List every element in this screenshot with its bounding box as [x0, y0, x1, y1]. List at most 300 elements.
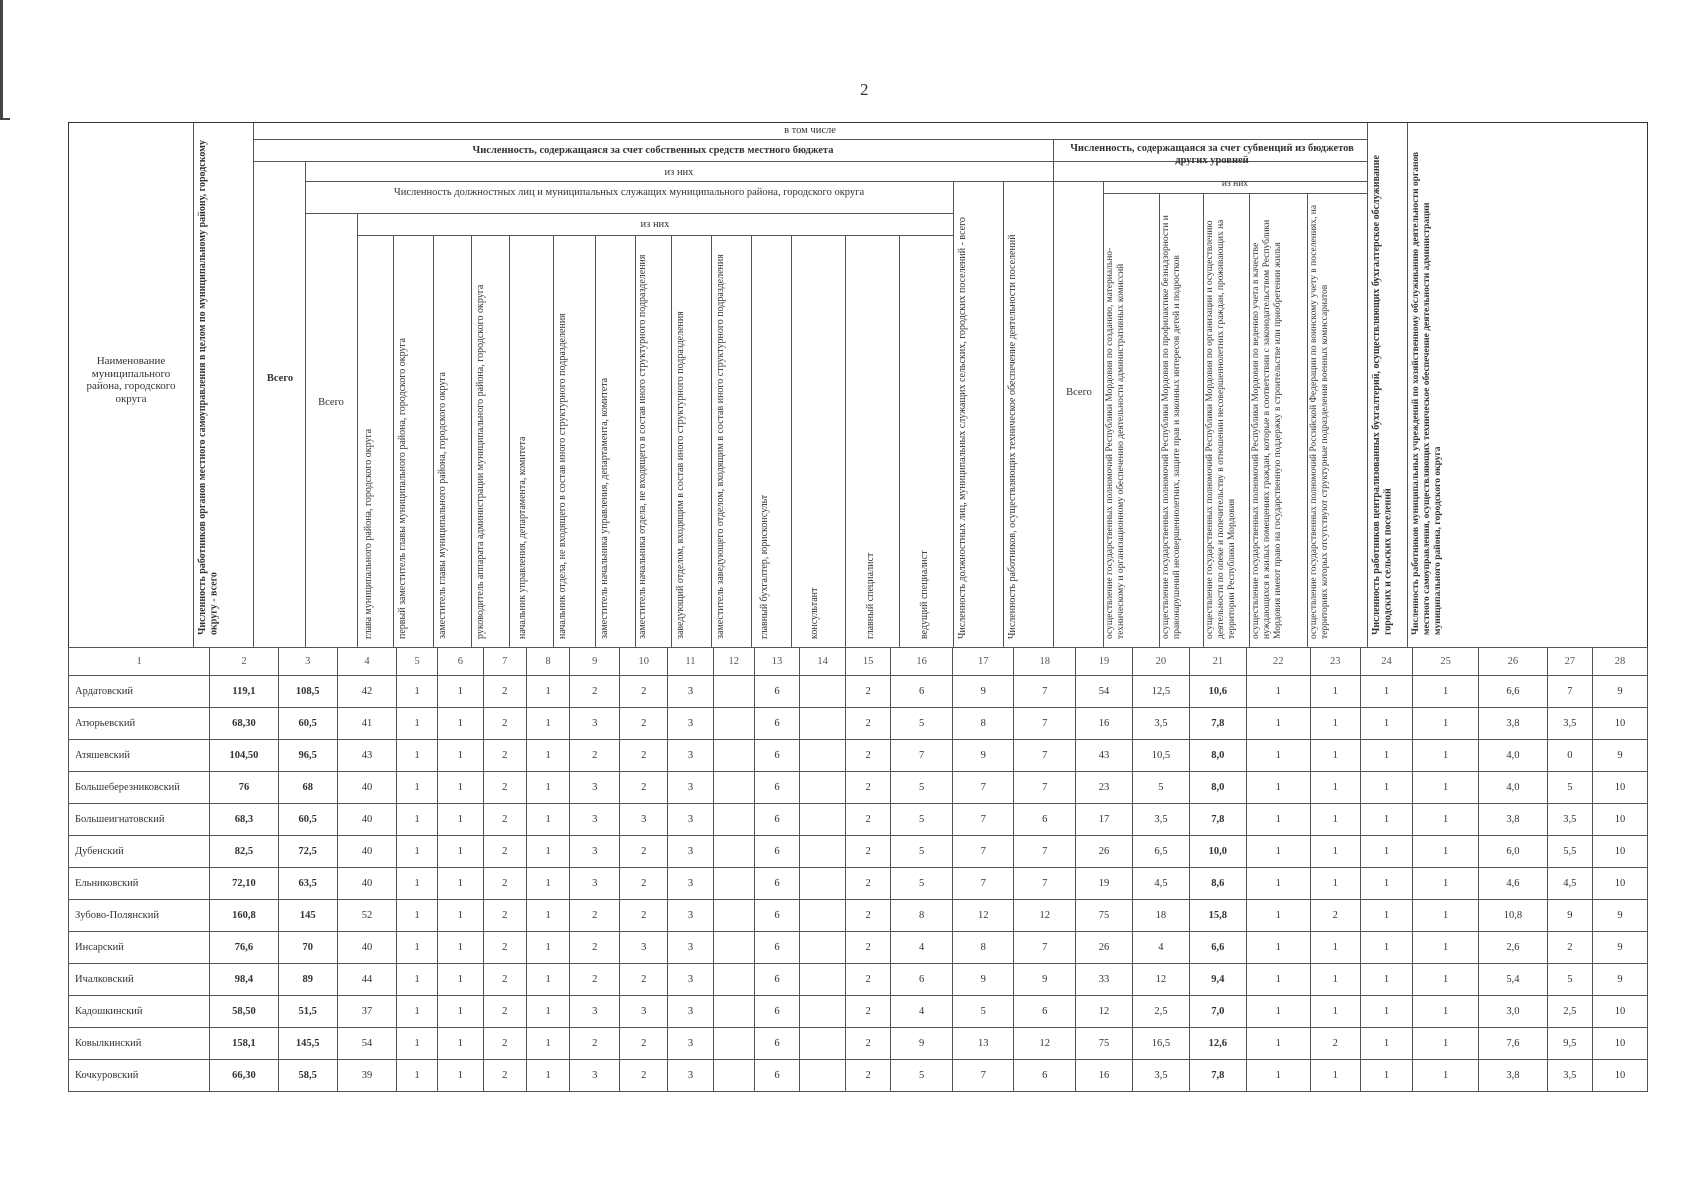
table-cell: 3: [570, 804, 620, 836]
table-cell: 1: [1360, 996, 1412, 1028]
column-number: 12: [713, 648, 754, 676]
table-row: [69, 1060, 1648, 1092]
table-cell: 145: [278, 900, 337, 932]
table-cell: 1: [526, 676, 569, 708]
table-cell: 12: [952, 900, 1014, 932]
col15-header: главный бухгалтер, юрисконсульт: [759, 494, 770, 639]
table-cell: 2: [570, 964, 620, 996]
table-cell: 4,5: [1132, 868, 1189, 900]
table-cell: 7: [891, 740, 953, 772]
district-name: Кадошкинский: [69, 996, 210, 1028]
col22-header: осуществление государственных полномочий Республики Мордовия по созданию, материально-техническому и организационному обеспечению деятельности административных комиссий: [1105, 247, 1126, 639]
table-cell: 2: [845, 804, 891, 836]
column-number: 6: [438, 648, 484, 676]
table-cell: 10: [1593, 1060, 1648, 1092]
table-cell: 8,6: [1189, 868, 1246, 900]
table-cell: 76,6: [210, 932, 278, 964]
table-cell: 6: [754, 932, 800, 964]
district-name: Дубенский: [69, 836, 210, 868]
col26-header: осуществление государственных полномочий Российской Федерации по воинскому учету в поселениях, на территориях которых отсутствуют структурные подразделения военных комиссариатов: [1309, 204, 1330, 639]
table-cell: 1: [526, 804, 569, 836]
table-cell: 1: [1360, 676, 1412, 708]
table-cell: [800, 676, 846, 708]
table-cell: 3: [668, 836, 714, 868]
table-cell: 9: [1593, 900, 1648, 932]
table-cell: 60,5: [278, 804, 337, 836]
table-cell: 6: [754, 772, 800, 804]
table-cell: 26: [1075, 836, 1132, 868]
col20-header: Численность работников, осуществляющих техническое обеспечение деятельности поселений: [1007, 234, 1018, 639]
table-cell: 7: [1014, 708, 1076, 740]
table-cell: 12: [1132, 964, 1189, 996]
table-cell: [800, 740, 846, 772]
table-cell: 16: [1075, 1060, 1132, 1092]
table-cell: 16,5: [1132, 1028, 1189, 1060]
table-cell: 4: [891, 932, 953, 964]
table-cell: 1: [438, 900, 484, 932]
column-number: 28: [1593, 648, 1648, 676]
table-cell: 2: [570, 740, 620, 772]
table-cell: 1: [1413, 1060, 1479, 1092]
scan-edge-mark: [0, 118, 10, 120]
table-cell: [713, 1028, 754, 1060]
table-cell: 7,8: [1189, 708, 1246, 740]
row-name-header: Наименование муниципального района, городского округа: [86, 355, 176, 405]
table-cell: 3: [668, 676, 714, 708]
column-number: 9: [570, 648, 620, 676]
column-number: 25: [1413, 648, 1479, 676]
scan-edge-mark: [0, 0, 3, 120]
column-number: 18: [1014, 648, 1076, 676]
page-number: 2: [860, 80, 869, 99]
table-cell: 7,8: [1189, 804, 1246, 836]
table-cell: 15,8: [1189, 900, 1246, 932]
table-cell: 5: [891, 804, 953, 836]
table-cell: 158,1: [210, 1028, 278, 1060]
table-cell: 2,5: [1132, 996, 1189, 1028]
table-cell: 145,5: [278, 1028, 337, 1060]
table-cell: 2: [620, 964, 668, 996]
table-cell: 1: [1360, 804, 1412, 836]
table-cell: 1: [397, 1060, 438, 1092]
column-number: 2: [210, 648, 278, 676]
col12-header: заместитель начальника отдела, не входящего в состав иного структурного подразделения: [637, 254, 648, 639]
table-cell: 1: [526, 740, 569, 772]
table-cell: 2: [1547, 932, 1593, 964]
table-cell: 9: [952, 964, 1014, 996]
table-cell: 51,5: [278, 996, 337, 1028]
column-number: 14: [800, 648, 846, 676]
table-cell: [713, 804, 754, 836]
col11-header: заместитель начальника управления, департамента, комитета: [599, 377, 610, 639]
table-cell: 1: [397, 804, 438, 836]
table-cell: 1: [438, 804, 484, 836]
table-cell: 1: [1246, 996, 1310, 1028]
column-number: 11: [668, 648, 714, 676]
table-cell: 1: [526, 708, 569, 740]
table-cell: 7: [1014, 932, 1076, 964]
table-cell: 72,10: [210, 868, 278, 900]
table-cell: 3: [668, 964, 714, 996]
table-cell: 4,5: [1547, 868, 1593, 900]
table-cell: 1: [438, 996, 484, 1028]
table-cell: 82,5: [210, 836, 278, 868]
table-cell: 1: [438, 1060, 484, 1092]
table-cell: 6: [754, 740, 800, 772]
table-cell: 1: [1413, 1028, 1479, 1060]
column-number: 23: [1310, 648, 1360, 676]
table-cell: 6: [1014, 804, 1076, 836]
col10-header: начальник отдела, не входящего в состав иного структурного подразделения: [557, 313, 568, 639]
column-number: 26: [1479, 648, 1547, 676]
table-cell: 10,6: [1189, 676, 1246, 708]
table-cell: 1: [1413, 772, 1479, 804]
column-number: 20: [1132, 648, 1189, 676]
table-cell: 1: [1360, 868, 1412, 900]
officials-group-header: Численность должностных лиц и муниципальных служащих муниципального района, городского округа: [393, 187, 865, 198]
table-cell: 9: [1593, 740, 1648, 772]
table-cell: 2: [483, 836, 526, 868]
column-number: 24: [1360, 648, 1412, 676]
table-cell: 2: [845, 996, 891, 1028]
table-cell: 2: [620, 868, 668, 900]
table-cell: 1: [1310, 932, 1360, 964]
table-cell: 3: [668, 932, 714, 964]
table-cell: 23: [1075, 772, 1132, 804]
table-row: [69, 996, 1648, 1028]
table-cell: 54: [337, 1028, 396, 1060]
table-cell: 2: [483, 708, 526, 740]
table-cell: 1: [1413, 964, 1479, 996]
column-number: 21: [1189, 648, 1246, 676]
table-cell: 3: [620, 996, 668, 1028]
table-cell: 1: [526, 1060, 569, 1092]
table-cell: 3: [570, 836, 620, 868]
table-cell: 2: [483, 676, 526, 708]
table-cell: 3: [620, 804, 668, 836]
table-cell: 2: [845, 836, 891, 868]
column-number: 5: [397, 648, 438, 676]
table-cell: 2: [483, 964, 526, 996]
table-cell: 1: [526, 932, 569, 964]
table-cell: 8: [891, 900, 953, 932]
table-cell: 18: [1132, 900, 1189, 932]
table-cell: 119,1: [210, 676, 278, 708]
table-cell: 8: [952, 708, 1014, 740]
table-cell: 12,6: [1189, 1028, 1246, 1060]
table-cell: 10,0: [1189, 836, 1246, 868]
table-cell: 10: [1593, 1028, 1648, 1060]
table-cell: 2: [570, 932, 620, 964]
col17-header: главный специалист: [865, 552, 876, 639]
table-cell: 10: [1593, 996, 1648, 1028]
table-cell: 63,5: [278, 868, 337, 900]
col13-header: заведующий отделом, входящим в состав иного структурного подразделения: [675, 311, 686, 639]
table-cell: 6: [1014, 1060, 1076, 1092]
table-cell: 1: [1413, 900, 1479, 932]
col18-header: ведущий специалист: [919, 550, 930, 639]
table-cell: 8: [952, 932, 1014, 964]
table-cell: [800, 1028, 846, 1060]
table-cell: 3: [668, 1060, 714, 1092]
table-cell: 6: [891, 964, 953, 996]
of-them-header: из них: [640, 219, 670, 230]
table-cell: 76: [210, 772, 278, 804]
table-cell: 4: [891, 996, 953, 1028]
table-cell: 1: [397, 676, 438, 708]
table-cell: 40: [337, 932, 396, 964]
table-cell: 2: [483, 804, 526, 836]
column-number: 10: [620, 648, 668, 676]
table-cell: 6: [754, 964, 800, 996]
table-cell: 1: [1246, 836, 1310, 868]
column-number: 1: [69, 648, 210, 676]
table-cell: 17: [1075, 804, 1132, 836]
table-cell: 2: [483, 996, 526, 1028]
table-cell: 2: [483, 1028, 526, 1060]
table-cell: 6: [754, 868, 800, 900]
column-number: 17: [952, 648, 1014, 676]
district-name: Зубово-Полянский: [69, 900, 210, 932]
table-cell: 2: [845, 676, 891, 708]
table-cell: 10,8: [1479, 900, 1547, 932]
table-row: [69, 676, 1648, 708]
table-cell: 1: [438, 708, 484, 740]
table-cell: 1: [397, 868, 438, 900]
table-cell: 2: [620, 772, 668, 804]
table-cell: 9,5: [1547, 1028, 1593, 1060]
table-cell: 12: [1014, 900, 1076, 932]
table-cell: 1: [1413, 932, 1479, 964]
col8-header: руководитель аппарата администрации муниципального района, городского округа: [475, 284, 486, 639]
officials-total-header: Всего: [318, 397, 344, 408]
table-cell: 1: [1360, 740, 1412, 772]
own-total-header: Всего: [266, 373, 294, 384]
table-cell: 3: [668, 900, 714, 932]
table-cell: 1: [1413, 836, 1479, 868]
table-cell: 10: [1593, 708, 1648, 740]
table-cell: 3,8: [1479, 804, 1547, 836]
table-cell: [713, 740, 754, 772]
table-row: [69, 772, 1648, 804]
table-cell: [800, 836, 846, 868]
table-cell: 3,5: [1132, 804, 1189, 836]
table-cell: 1: [1413, 996, 1479, 1028]
table-cell: 58,5: [278, 1060, 337, 1092]
table-cell: 68,30: [210, 708, 278, 740]
table-cell: 1: [1246, 868, 1310, 900]
table-cell: [713, 900, 754, 932]
table-cell: 1: [1246, 804, 1310, 836]
table-cell: 7: [952, 804, 1014, 836]
table-cell: 5,5: [1547, 836, 1593, 868]
table-cell: 2: [620, 676, 668, 708]
table-cell: 2: [620, 708, 668, 740]
table-cell: 3,8: [1479, 708, 1547, 740]
table-cell: [800, 804, 846, 836]
table-cell: 7,0: [1189, 996, 1246, 1028]
table-cell: 3,5: [1132, 708, 1189, 740]
table-cell: 4: [1132, 932, 1189, 964]
table-cell: 5: [891, 836, 953, 868]
table-cell: 2: [845, 740, 891, 772]
table-cell: [800, 868, 846, 900]
table-cell: 58,50: [210, 996, 278, 1028]
district-name: Ковылкинский: [69, 1028, 210, 1060]
table-cell: 3: [570, 996, 620, 1028]
table-cell: 1: [526, 1028, 569, 1060]
col14-header: заместитель заведующего отделом, входящим в состав иного структурного подразделения: [715, 254, 726, 639]
table-row: [69, 900, 1648, 932]
table-cell: 2: [845, 868, 891, 900]
table-cell: 7,6: [1479, 1028, 1547, 1060]
table-cell: 3: [570, 708, 620, 740]
district-name: Большеберезниковский: [69, 772, 210, 804]
table-cell: [713, 996, 754, 1028]
table-cell: 1: [1246, 1028, 1310, 1060]
table-cell: 3,5: [1547, 708, 1593, 740]
table-cell: 10: [1593, 836, 1648, 868]
table-cell: 1: [397, 772, 438, 804]
table-cell: 1: [1360, 900, 1412, 932]
column-number: 15: [845, 648, 891, 676]
table-cell: 68,3: [210, 804, 278, 836]
table-cell: 2: [483, 740, 526, 772]
table-cell: 2: [845, 900, 891, 932]
column-number: 4: [337, 648, 396, 676]
table-cell: 1: [1310, 772, 1360, 804]
col9-header: начальник управления, департамента, комитета: [517, 436, 528, 639]
column-number: 3: [278, 648, 337, 676]
col24-header: осуществление государственных полномочий Республики Мордовия по организации и осуществлению деятельности по опеке и попечительству в отношении несовершеннолетних граждан, проживающих на территории Республики Мордовия: [1205, 219, 1237, 639]
table-cell: 66,30: [210, 1060, 278, 1092]
table-cell: 1: [1360, 708, 1412, 740]
table-cell: 1: [1413, 676, 1479, 708]
table-cell: 2: [620, 836, 668, 868]
table-cell: 2: [620, 1060, 668, 1092]
table-cell: 70: [278, 932, 337, 964]
table-cell: 1: [1360, 772, 1412, 804]
table-cell: 0: [1547, 740, 1593, 772]
table-cell: 1: [1310, 996, 1360, 1028]
table-cell: 2: [570, 900, 620, 932]
table-cell: [800, 996, 846, 1028]
table-cell: 7: [1014, 740, 1076, 772]
table-row: [69, 740, 1648, 772]
table-row: [69, 964, 1648, 996]
table-cell: 1: [1310, 740, 1360, 772]
table-cell: 6,6: [1189, 932, 1246, 964]
table-cell: 3,5: [1547, 1060, 1593, 1092]
table-cell: 10,5: [1132, 740, 1189, 772]
table-cell: 1: [397, 996, 438, 1028]
table-cell: 39: [337, 1060, 396, 1092]
table-cell: 2: [483, 868, 526, 900]
table-cell: 1: [438, 836, 484, 868]
table-cell: [800, 932, 846, 964]
col28-header: Численность работников муниципальных учреждений по хозяйственному обслуживанию деятельности органов местного самоуправления, осуществляющих техническое обеспечение деятельности администрации муниципального района, городского округа: [1411, 151, 1443, 635]
table-cell: 3: [668, 740, 714, 772]
table-cell: 9: [1014, 964, 1076, 996]
district-name: Кочкуровский: [69, 1060, 210, 1092]
table-cell: 7: [952, 836, 1014, 868]
table-cell: 5: [952, 996, 1014, 1028]
table-cell: 6,0: [1479, 836, 1547, 868]
table-cell: 1: [1246, 964, 1310, 996]
table-cell: 13: [952, 1028, 1014, 1060]
table-cell: 2: [845, 1060, 891, 1092]
table-cell: 1: [397, 964, 438, 996]
table-row: [69, 932, 1648, 964]
table-cell: 7: [952, 868, 1014, 900]
table-cell: 40: [337, 804, 396, 836]
table-cell: [713, 868, 754, 900]
table-cell: 12,5: [1132, 676, 1189, 708]
table-cell: 1: [1246, 900, 1310, 932]
table-cell: 2,6: [1479, 932, 1547, 964]
table-cell: 10: [1593, 772, 1648, 804]
table-cell: [800, 772, 846, 804]
table-cell: 1: [1360, 836, 1412, 868]
table-cell: 1: [1246, 772, 1310, 804]
staffing-table: [68, 122, 1648, 1092]
district-name: Ардатовский: [69, 676, 210, 708]
table-cell: 7: [952, 1060, 1014, 1092]
data-table: [68, 647, 1648, 1092]
table-cell: 1: [397, 900, 438, 932]
table-cell: 2: [483, 900, 526, 932]
table-cell: 3,5: [1132, 1060, 1189, 1092]
table-cell: 1: [438, 676, 484, 708]
table-cell: 1: [1310, 804, 1360, 836]
table-cell: 75: [1075, 900, 1132, 932]
table-row: [69, 868, 1648, 900]
table-cell: 1: [1413, 804, 1479, 836]
table-cell: 1: [526, 868, 569, 900]
table-cell: 6: [754, 804, 800, 836]
table-cell: 37: [337, 996, 396, 1028]
table-cell: 1: [1360, 964, 1412, 996]
table-cell: 52: [337, 900, 396, 932]
table-cell: 3,5: [1547, 804, 1593, 836]
column-number: 13: [754, 648, 800, 676]
table-cell: [800, 964, 846, 996]
district-name: Большеигнатовский: [69, 804, 210, 836]
table-cell: 40: [337, 868, 396, 900]
district-name: Инсарский: [69, 932, 210, 964]
table-cell: 7: [1014, 676, 1076, 708]
subsidy-funds-header: Численность, содержащаяся за счет субвенций из бюджетов других уровней: [1070, 143, 1354, 166]
table-cell: 1: [1310, 708, 1360, 740]
table-cell: 6: [754, 708, 800, 740]
table-cell: 1: [438, 868, 484, 900]
col7-header: заместитель главы муниципального района, городского округа: [437, 372, 448, 639]
table-cell: 2: [845, 932, 891, 964]
table-cell: 89: [278, 964, 337, 996]
table-cell: [800, 708, 846, 740]
table-cell: 3: [668, 1028, 714, 1060]
table-cell: [713, 772, 754, 804]
table-cell: 5: [1547, 964, 1593, 996]
table-cell: 104,50: [210, 740, 278, 772]
district-name: Ельниковский: [69, 868, 210, 900]
table-cell: 8,0: [1189, 740, 1246, 772]
table-cell: 4,6: [1479, 868, 1547, 900]
table-cell: 1: [1246, 932, 1310, 964]
table-cell: 3,0: [1479, 996, 1547, 1028]
table-cell: 6: [754, 676, 800, 708]
table-cell: 7: [1014, 836, 1076, 868]
